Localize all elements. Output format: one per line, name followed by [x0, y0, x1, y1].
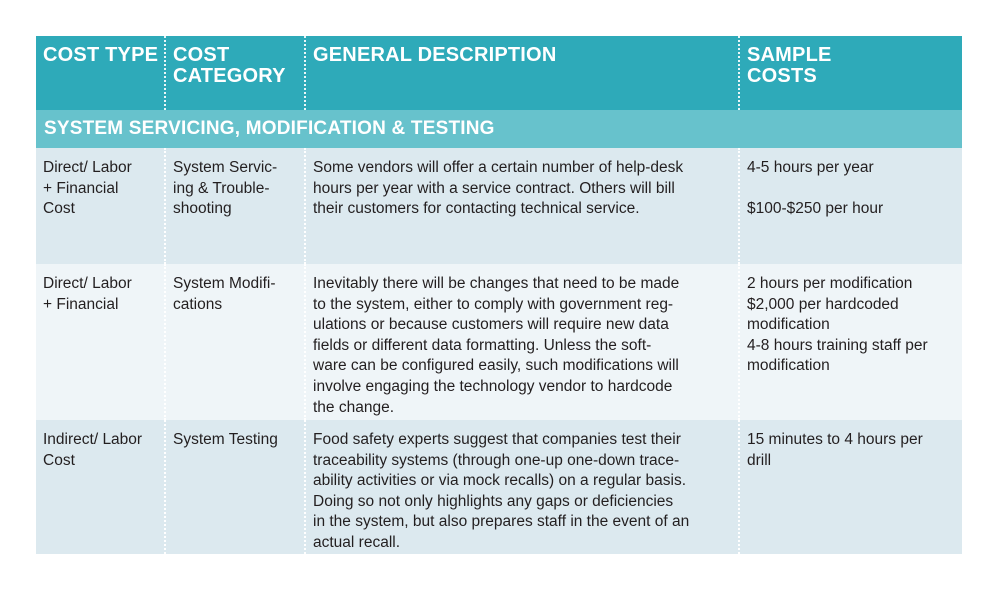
cell-category: System Servic- ing & Trouble- shooting — [166, 148, 306, 264]
cell-sample-costs: 2 hours per modification $2,000 per hardcoded modification 4-8 hours training staff per modification — [747, 275, 928, 375]
table-row — [36, 420, 962, 554]
cell-description: Food safety experts suggest that companies test their traceability systems (through one-up one-down trace- ability activities or via mock recalls) on a regular basis. Doing so not only highlights any gaps or deficiencies in the system, but also prepares staff in the event of an actual recall. — [306, 420, 740, 554]
header-cost-category: COST CATEGORY — [166, 36, 306, 110]
cell-cost-type: Indirect/ Labor Cost — [36, 420, 166, 554]
cell-cost-type: Direct/ Labor + Financial — [36, 264, 166, 420]
cost-table — [36, 36, 962, 554]
header-sample-costs: SAMPLE COSTS — [747, 44, 832, 87]
table-header — [36, 36, 962, 110]
header-cost-type: COST TYPE — [36, 36, 166, 110]
cell-cost-type: Direct/ Labor + Financial Cost — [36, 148, 166, 264]
cell-category: System Modifi- cations — [166, 264, 306, 420]
table-row — [36, 264, 962, 420]
table-row — [36, 148, 962, 264]
header-general-description: GENERAL DESCRIPTION — [306, 36, 740, 110]
cell-sample-costs: 15 minutes to 4 hours per drill — [747, 431, 923, 469]
section-title: SYSTEM SERVICING, MODIFICATION & TESTING — [36, 110, 962, 148]
cell-category: System Testing — [166, 420, 306, 554]
cell-description: Some vendors will offer a certain number of help-desk hours per year with a service contract. Others will bill their customers for contacting technical service. — [306, 148, 740, 264]
cell-sample-costs: 4-5 hours per year $100-$250 per hour — [747, 159, 884, 218]
cell-description: Inevitably there will be changes that need to be made to the system, either to comply with government reg- ulations or because customers will require new data fields or different data formatting. Unless the soft- ware can be configured easily, such modifications will involve engaging the technology vendor to hardcode the change. — [306, 264, 740, 420]
